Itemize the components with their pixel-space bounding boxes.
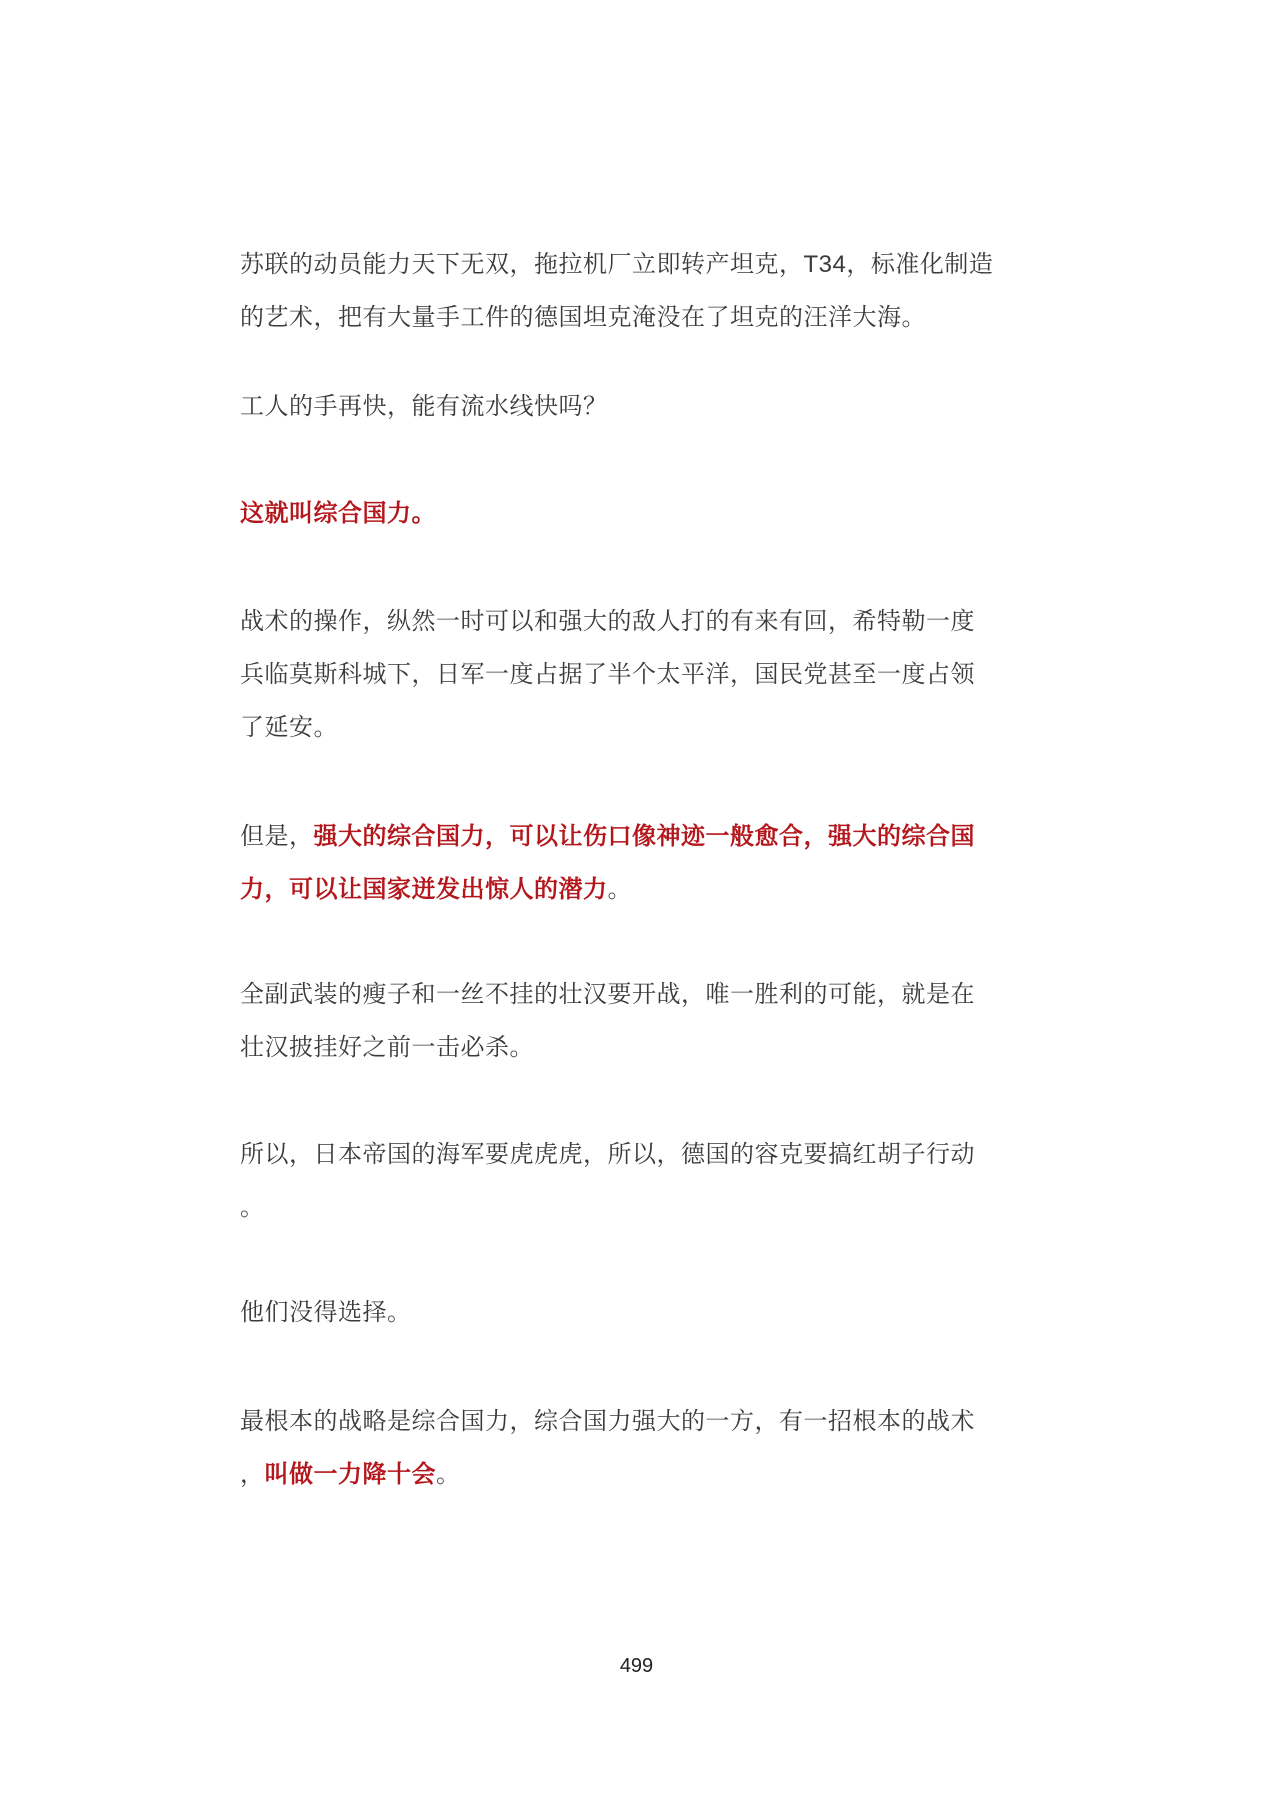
text-line: 所以，日本帝国的海军要虎虎虎，所以，德国的容克要搞红胡子行动 <box>240 1140 975 1168</box>
text-line: 苏联的动员能力天下无双，拖拉机厂立即转产坦克，T34，标准化制造 <box>240 250 994 278</box>
text-line: 最根本的战略是综合国力，综合国力强大的一方，有一招根本的战术 <box>240 1407 975 1435</box>
text-line: 他们没得选择。 <box>240 1298 412 1326</box>
text-line: 的艺术，把有大量手工件的德国坦克淹没在了坦克的汪洋大海。 <box>240 303 926 331</box>
paragraph-thin-vs-strong <box>240 968 1040 1074</box>
paragraph-however <box>240 810 1040 916</box>
text-line: 壮汉披挂好之前一击必杀。 <box>240 1033 534 1061</box>
text-line: 。 <box>240 1193 265 1221</box>
paragraph-assembly-line <box>240 380 1040 433</box>
highlighted-text: 力，可以让国家迸发出惊人的潜力 <box>240 875 608 903</box>
page-number: 499 <box>619 1655 654 1677</box>
paragraph-tactics <box>240 595 1040 754</box>
highlighted-text: 强大的综合国力，可以让伤口像神迹一般愈合，强大的综合国 <box>313 822 975 850</box>
highlighted-text: 这就叫综合国力。 <box>240 499 436 527</box>
text-line: 了延安。 <box>240 713 338 741</box>
text-line: ，叫做一力降十会。 <box>240 1460 461 1488</box>
paragraph-no-choice <box>240 1286 1040 1339</box>
text-line: 全副武装的瘦子和一丝不挂的壮汉要开战，唯一胜利的可能，就是在 <box>240 980 975 1008</box>
paragraph-national-power-emphasis <box>240 487 1040 540</box>
tank-model-text: T34 <box>803 251 847 278</box>
text-line: 但是，强大的综合国力，可以让伤口像神迹一般愈合，强大的综合国 <box>240 822 975 850</box>
document-page <box>240 0 1040 1800</box>
paragraph-fundamental-strategy <box>240 1395 1040 1501</box>
text-line: 战术的操作，纵然一时可以和强大的敌人打的有来有回，希特勒一度 <box>240 607 975 635</box>
paragraph-soviet-mobilization <box>240 238 1040 344</box>
highlighted-text: 叫做一力降十会 <box>264 1460 436 1488</box>
text-line: 力，可以让国家迸发出惊人的潜力。 <box>240 875 632 903</box>
text-line: 兵临莫斯科城下，日军一度占据了半个太平洋，国民党甚至一度占领 <box>240 660 975 688</box>
paragraph-japan-germany <box>240 1128 1040 1234</box>
text-line: 工人的手再快，能有流水线快吗？ <box>240 392 608 420</box>
